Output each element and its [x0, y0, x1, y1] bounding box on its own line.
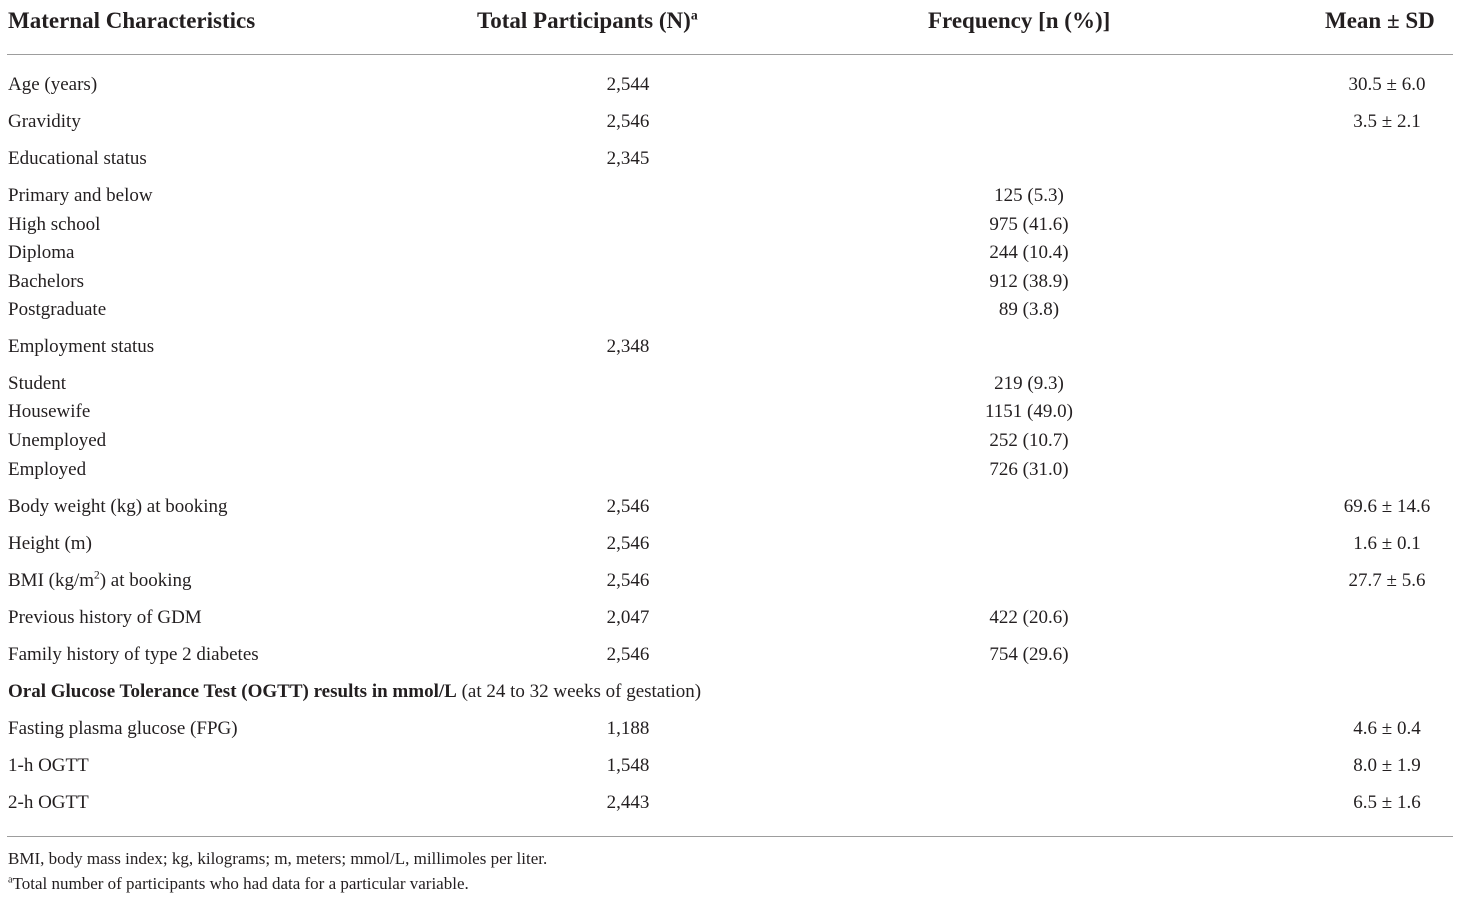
- footer-rule: [7, 836, 1453, 837]
- table-row-2h-ogtt: [0, 789, 1460, 817]
- row-total: 2,544: [606, 74, 650, 95]
- row-label: Body weight (kg) at booking: [8, 496, 228, 517]
- header-rule: [7, 54, 1453, 55]
- row-label: Previous history of GDM: [8, 607, 202, 628]
- table-row-bmi: [0, 567, 1460, 595]
- table-row-body-weight: [0, 493, 1460, 521]
- row-frequency: 726 (31.0): [989, 459, 1069, 480]
- row-frequency: 244 (10.4): [989, 242, 1069, 263]
- row-mean-sd: 69.6 ± 14.6: [1343, 496, 1431, 517]
- section-label: [8, 678, 701, 706]
- header-maternal-characteristics: Maternal Characteristics: [8, 8, 256, 33]
- bmi-label-superscript: 2: [94, 569, 100, 582]
- footnote-abbreviations: BMI, body mass index; kg, kilograms; m, meters; mmol/L, millimoles per liter.: [8, 849, 548, 868]
- table-row-educational-status: [0, 145, 1460, 173]
- table-row-postgraduate: [0, 296, 1460, 324]
- row-total: 2,348: [606, 336, 650, 357]
- row-total: 2,546: [606, 570, 650, 591]
- table-row-bachelors: [0, 268, 1460, 296]
- bmi-label-pre: BMI (kg/m: [8, 570, 95, 591]
- row-frequency: 125 (5.3): [994, 185, 1064, 206]
- section-label-bold: Oral Glucose Tolerance Test (OGTT) results in mmol/L: [8, 681, 457, 702]
- header-mean-sd: Mean ± SD: [1325, 8, 1435, 33]
- row-label: 1-h OGTT: [8, 755, 89, 776]
- row-frequency: 975 (41.6): [989, 214, 1069, 235]
- footnote-a: [8, 872, 469, 896]
- table-row-1h-ogtt: [0, 752, 1460, 780]
- table-row-student: [0, 370, 1460, 398]
- row-mean-sd: 3.5 ± 2.1: [1353, 111, 1421, 132]
- section-heading-ogtt: [0, 678, 1460, 706]
- row-label: Fasting plasma glucose (FPG): [8, 718, 238, 739]
- table-row-height: [0, 530, 1460, 558]
- header-total-participants: [477, 4, 698, 38]
- row-label: Student: [8, 373, 67, 394]
- row-total: 2,546: [606, 496, 650, 517]
- bmi-label-post: ) at booking: [99, 570, 192, 591]
- table-row-employment-status: [0, 333, 1460, 361]
- row-mean-sd: 30.5 ± 6.0: [1348, 74, 1426, 95]
- row-frequency: 252 (10.7): [989, 430, 1069, 451]
- row-label: Postgraduate: [8, 299, 107, 320]
- header-frequency: Frequency [n (%)]: [928, 8, 1111, 33]
- row-frequency: 1151 (49.0): [985, 401, 1073, 422]
- table-row-fpg: [0, 715, 1460, 743]
- row-total: 2,546: [606, 111, 650, 132]
- row-mean-sd: 1.6 ± 0.1: [1353, 533, 1421, 554]
- footnote-a-text: Total number of participants who had data for a particular variable.: [12, 874, 469, 893]
- footnote-a-marker: a: [8, 874, 13, 886]
- row-total: 1,188: [606, 718, 650, 739]
- row-mean-sd: 8.0 ± 1.9: [1353, 755, 1421, 776]
- table-row-diploma: [0, 239, 1460, 267]
- table-row-previous-gdm: [0, 604, 1460, 632]
- row-label: Unemployed: [8, 430, 107, 451]
- row-label: 2-h OGTT: [8, 792, 89, 813]
- table-header: [0, 4, 1460, 38]
- table-row-high-school: [0, 211, 1460, 239]
- row-mean-sd: 6.5 ± 1.6: [1353, 792, 1421, 813]
- header-total-footnote-marker: a: [690, 7, 698, 23]
- row-total: 2,443: [606, 792, 650, 813]
- row-mean-sd: 27.7 ± 5.6: [1348, 570, 1426, 591]
- table-row-gravidity: [0, 108, 1460, 136]
- row-total: 2,345: [606, 148, 650, 169]
- row-label: Diploma: [8, 242, 75, 263]
- row-frequency: 219 (9.3): [994, 373, 1064, 394]
- row-total: 2,546: [606, 644, 650, 665]
- row-frequency: 754 (29.6): [989, 644, 1069, 665]
- row-total: 1,548: [606, 755, 650, 776]
- row-mean-sd: 4.6 ± 0.4: [1353, 718, 1421, 739]
- header-total-text: Total Participants (N): [477, 8, 691, 33]
- row-label: Employed: [8, 459, 87, 480]
- row-label: Bachelors: [8, 271, 84, 292]
- row-label: Primary and below: [8, 185, 153, 206]
- row-label: Gravidity: [8, 111, 81, 132]
- row-total: 2,047: [606, 607, 650, 628]
- row-total: 2,546: [606, 533, 650, 554]
- row-label: Family history of type 2 diabetes: [8, 644, 259, 665]
- table-row-primary: [0, 182, 1460, 210]
- row-label: Employment status: [8, 336, 155, 357]
- section-label-normal: (at 24 to 32 weeks of gestation): [456, 681, 702, 702]
- row-label: [8, 567, 192, 595]
- row-label: Educational status: [8, 148, 147, 169]
- row-label: High school: [8, 214, 101, 235]
- table-row-age: [0, 71, 1460, 99]
- row-frequency: 422 (20.6): [989, 607, 1069, 628]
- row-frequency: 89 (3.8): [998, 299, 1060, 320]
- table-row-housewife: [0, 398, 1460, 426]
- row-frequency: 912 (38.9): [989, 271, 1069, 292]
- row-label: Age (years): [8, 74, 98, 95]
- table-row-unemployed: [0, 427, 1460, 455]
- row-label: Housewife: [8, 401, 91, 422]
- row-label: Height (m): [8, 533, 92, 554]
- table-row-employed: [0, 456, 1460, 484]
- table-row-family-history: [0, 641, 1460, 669]
